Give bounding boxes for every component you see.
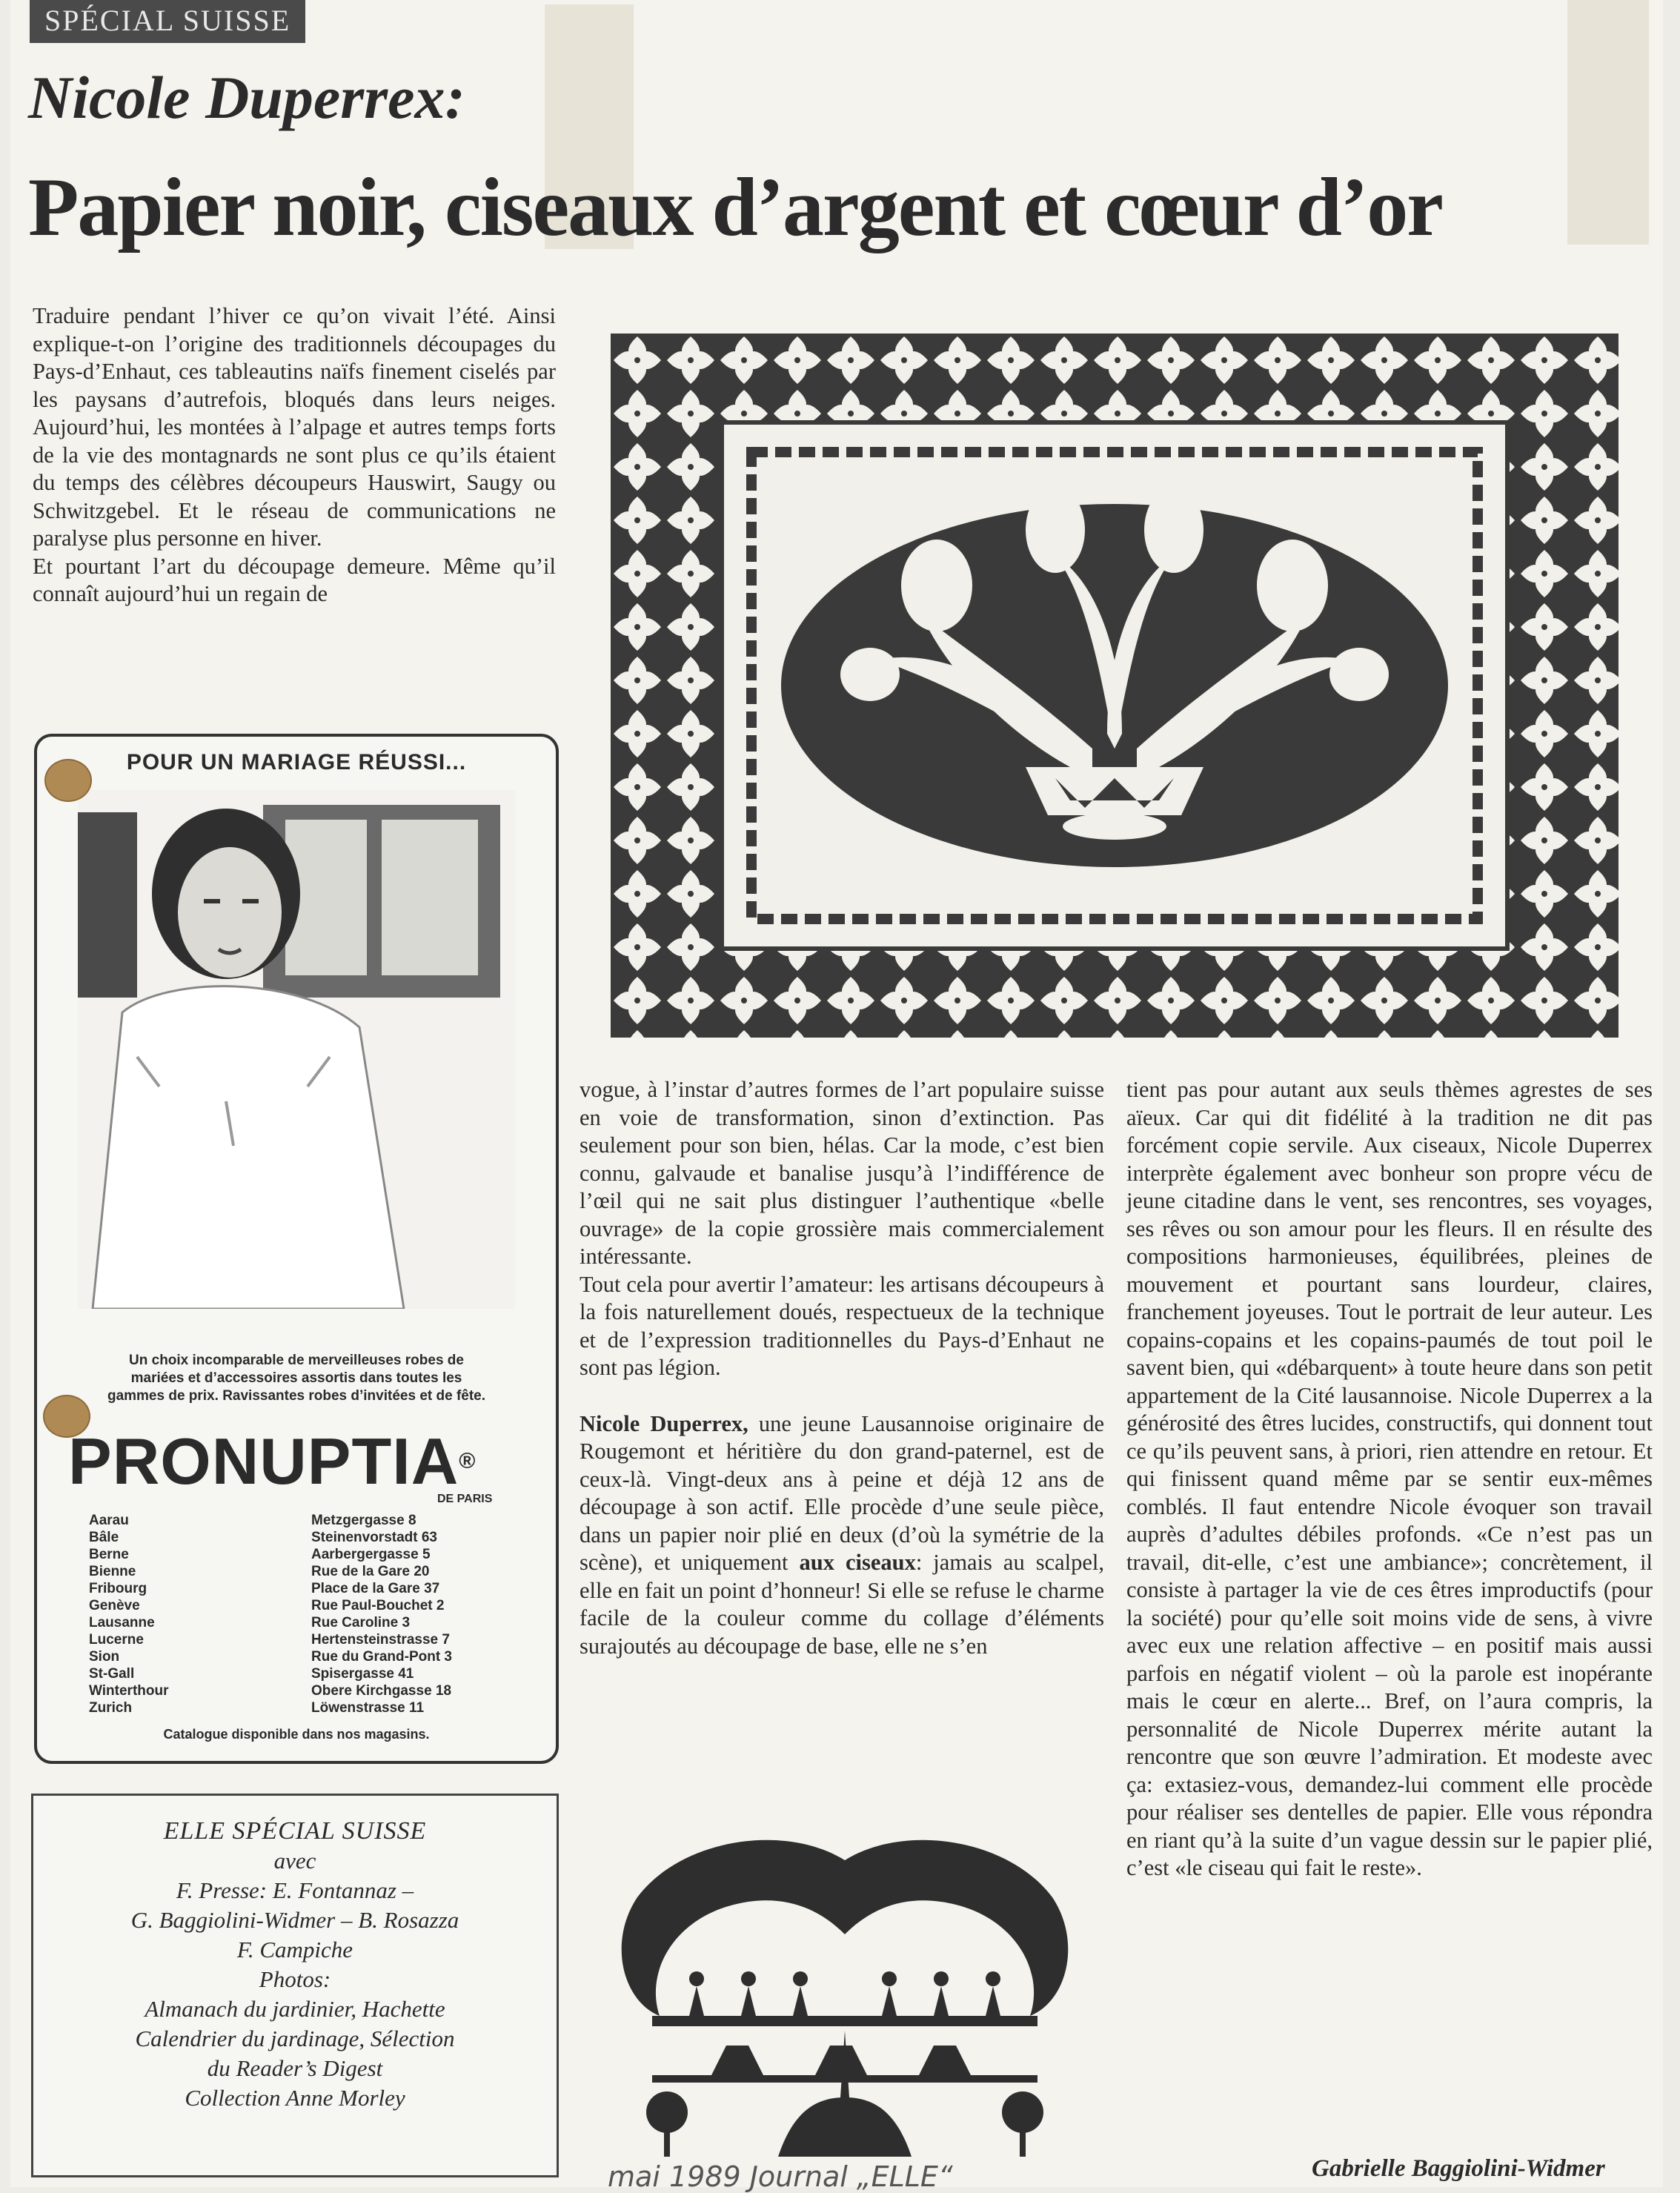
registered-mark: ® xyxy=(459,1449,477,1473)
brand-subtitle: DE PARIS xyxy=(437,1493,493,1505)
papercut-illustration-small xyxy=(593,1831,1097,2157)
intro-paragraph: Traduire pendant l’hiver ce qu’on vivait l’été. Ainsi explique-t-on l’origine des traditionnels découpages du Pays-d’Enhaut, ces tableautins naïfs finement ciselés par les paysans d’autrefois, bloqués dans leurs neiges. Aujourd’hui, les montées à l’alpage et autres temps forts de la vie des montagnards ne sont plus ce qu’ils étaient du temps des célèbres découpeurs Hauswirt, Saugy ou Schwitzgebel. Et le réseau de communications ne paralyse plus personne en hiver. xyxy=(33,303,556,551)
article-column-middle xyxy=(580,1076,1104,1660)
ad-tagline: POUR UN MARIAGE RÉUSSI... xyxy=(126,750,467,774)
article-column-right xyxy=(1126,1076,1653,1882)
credits-line: du Reader’s Digest xyxy=(207,2055,383,2081)
article-lead-name: Nicole Duperrex, xyxy=(580,1410,748,1436)
credits-line: G. Baggiolini-Widmer – B. Rosazza xyxy=(130,1907,459,1933)
face xyxy=(178,847,282,978)
credits-line: Almanach du jardinier, Hachette xyxy=(145,1996,445,2022)
shop-row: Lucerne Hertensteinstrasse 7 xyxy=(89,1632,450,1648)
article-text: une jeune Lausannoise originaire de Rougemont et héritière du don grand-paternel, est de ceux-là. Vingt-deux ans à peine et déjà 12 ans de découpage à son actif. Elle procède d’une seule pièce, dans un papier noir plié en deux (d’où la symétrie de la scène), et uniquement xyxy=(580,1410,1104,1575)
credits-line: Calendrier du jardinage, Sélection xyxy=(135,2026,455,2051)
section-kicker: SPÉCIAL SUISSE xyxy=(30,0,305,43)
headline: Papier noir, ciseaux d’argent et cœur d’or xyxy=(28,162,1442,253)
shop-row: Aarau Metzgergasse 8 xyxy=(89,1513,416,1528)
brand-logo xyxy=(68,1426,476,1497)
pronuptia-advertisement xyxy=(34,734,559,1764)
article-paragraph: vogue, à l’instar d’autres formes de l’art populaire suisse en voie de transformation, sinon d’extinction. Pas seulement pour son bien, hélas. Car la mode, c’est bien connu, galvaude et banalise jusqu’à l’indifférence de l’œil qui ne sait plus distinguer l’authentique «belle ouvrage» de la copie grossière mais commercialement intéressante. xyxy=(580,1077,1104,1269)
shop-list xyxy=(89,1512,534,1716)
bride-photo xyxy=(78,790,515,1309)
shop-row: Zurich Löwenstrasse 11 xyxy=(89,1700,425,1716)
article-emphasis: aux ciseaux xyxy=(799,1550,916,1575)
shop-row: Berne Aarbergergasse 5 xyxy=(89,1547,431,1562)
credits-line: Collection Anne Morley xyxy=(185,2085,405,2111)
credits-line: F. Presse: E. Fontannaz – xyxy=(176,1877,414,1903)
article-paragraph: tient pas pour autant aux seuls thèmes agrestes de ses aïeux. Car qui dit fidélité à la tradition ne dit pas forcément copie servile. Aux ciseaux, Nicole Duperrex interprète également avec bonheur son propre vécu de jeune citadine dans le vent, ses rencontres, ses voyages, ses rêves ou son amour pour les fleurs. Il en résulte des compositions harmonieuses, équilibrées, pleines de mouvement et pourtant sans lourdeur, claires, franchement joyeuses. Tout le portrait de leur auteur. Les copains-copains et les copains-paumés de tout poil le savent bien, qui «débarquent» à toute heure dans son petit appartement de la Cité lausannoise. Nicole Duperrex a la générosité des êtres lucides, constructifs, qui donnent tout ce qu’ils peuvent sans, à priori, rien attendre en retour. Et qui finissent quand même par se sentir eux-mêmes comblés. Il faut entendre Nicole évoquer son travail auprès d’adultes débiles profonds. «Ce n’est pas un travail, dit-elle, c’est une ambiance»; concrètement, il consiste à partager la vie de ces êtres improductifs (pour la société) pour qu’elle soit moins vide de sens, à vivre avec eux une relation affective – en positif mais aussi parfois en négatif violent – où la parole est inopérante mais le cœur en alerte... Bref, on l’aura compris, la personnalité de Nicole Duperrex mérite autant la rencontre que son œuvre l’admiration. Et modeste avec ça: extasiez-vous, demandez-lui comment elle procède pour réaliser ses dentelles de papier. Elle vous répondra en riant qu’à la suite d’un vague dessin sur le papier plié, c’est «le ciseau qui fait le reste». xyxy=(1126,1077,1653,1880)
shop-row: Bâle Steinenvorstadt 63 xyxy=(89,1530,437,1545)
brand-name: PRONUPTIA xyxy=(68,1424,459,1498)
shop-row: Sion Rue du Grand-Pont 3 xyxy=(89,1649,452,1665)
shop-row: Winterthour Obere Kirchgasse 18 xyxy=(89,1683,452,1699)
article-paragraph: Tout cela pour avertir l’amateur: les artisans découpeurs à la fois naturellement doués, respectueux de la technique et de l’expression traditionnelles du Pays-d’Enhaut ne sont pas légion. xyxy=(580,1271,1104,1380)
ad-footer: Catalogue disponible dans nos magasins. xyxy=(163,1727,430,1742)
ad-copy: Un choix incomparable de merveilleuses robes de mariées et d’accessoires assortis dans toutes les gammes de prix. Ravissantes robes d’invitées et de fête. xyxy=(107,1353,486,1404)
shop-row: Lausanne Rue Caroline 3 xyxy=(89,1615,411,1630)
papercut-illustration-large xyxy=(611,334,1618,1038)
credits-line: F. Campiche xyxy=(236,1937,353,1963)
credits-line: avec xyxy=(273,1848,316,1874)
wedding-dress xyxy=(93,986,404,1309)
article-paragraph xyxy=(580,1410,1104,1661)
binder-hole xyxy=(44,759,92,802)
shop-row: Genève Rue Paul-Bouchet 2 xyxy=(89,1598,445,1613)
credits-line: Photos: xyxy=(259,1966,331,1992)
intro-column xyxy=(33,302,556,608)
intro-paragraph: Et pourtant l’art du découpage demeure. Même qu’il connaît aujourd’hui un regain de xyxy=(33,553,556,606)
credits-box xyxy=(31,1794,559,2177)
handwritten-note: mai 1989 Journal „ELLE“ xyxy=(608,2160,953,2193)
article-text: : jamais au scalpel, elle en fait un point d’honneur! Si elle se refuse le charme facile de la couleur comme du collage d’éléments surajoutés au découpage de base, elle ne s’en xyxy=(580,1550,1104,1659)
tape-strip xyxy=(1567,0,1649,245)
subject-name: Nicole Duperrex: xyxy=(28,64,465,131)
shop-row: Fribourg Place de la Gare 37 xyxy=(89,1581,440,1596)
author-signature: Gabrielle Baggiolini-Widmer xyxy=(1312,2155,1605,2182)
shop-row: Bienne Rue de la Gare 20 xyxy=(89,1564,430,1579)
credits-title: ELLE SPÉCIAL SUISSE xyxy=(163,1817,427,1845)
shop-row: St-Gall Spisergasse 41 xyxy=(89,1666,414,1682)
